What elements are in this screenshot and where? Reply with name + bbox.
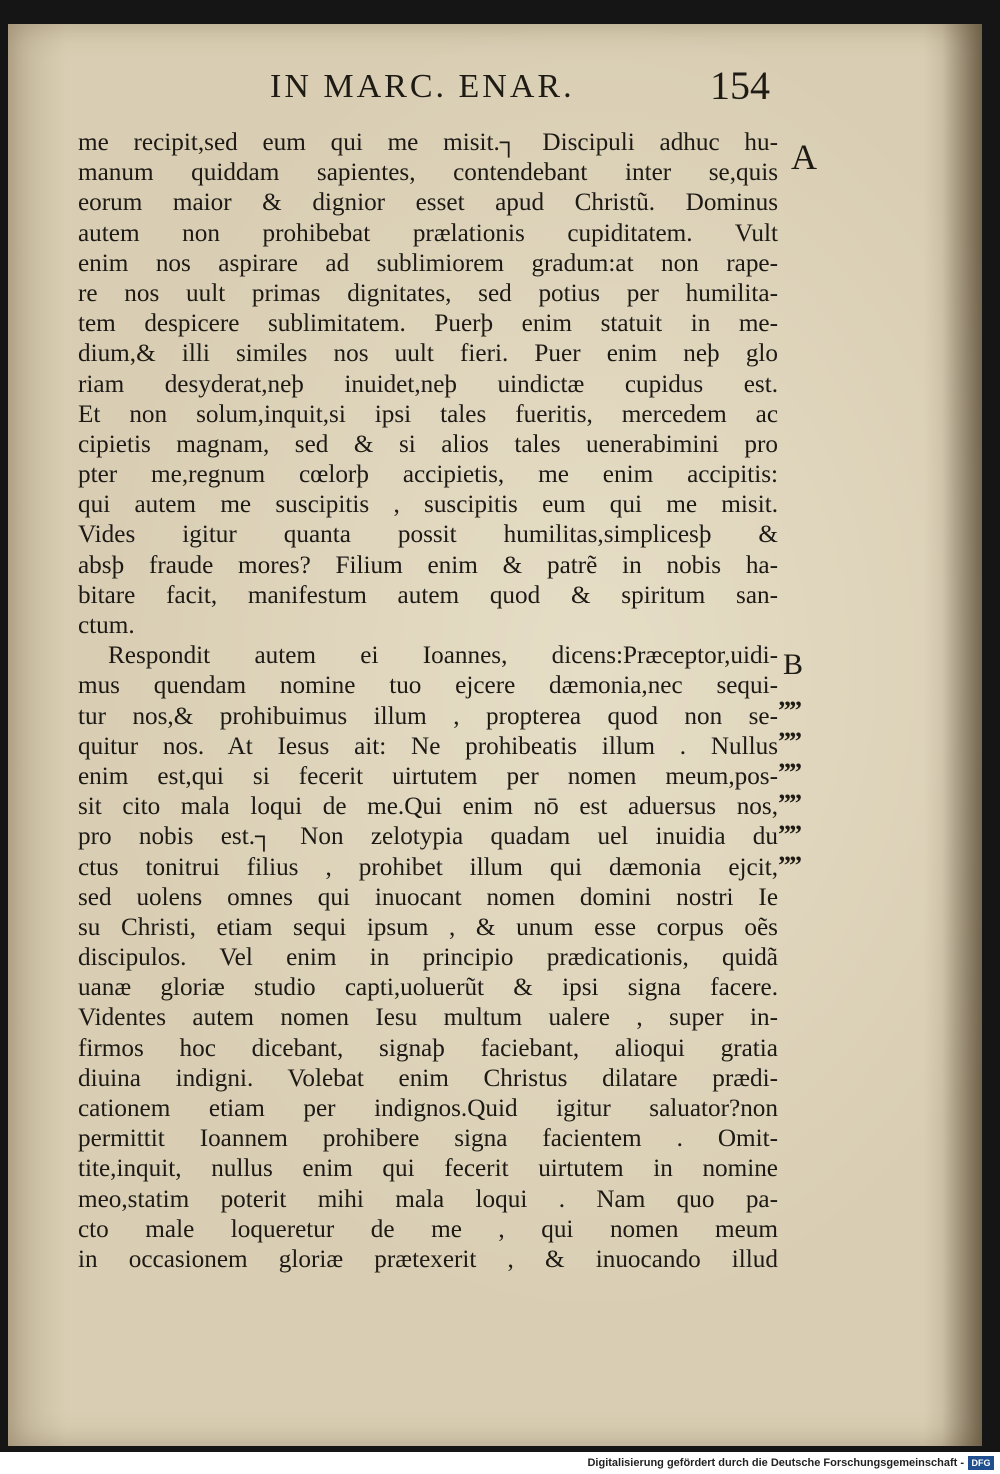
text-line: uanæ gloriæ studio capti,uoluerũt & ipsi signa facere.	[78, 974, 778, 1002]
margin-quote-mark: ””	[778, 758, 800, 787]
body-text	[78, 128, 778, 1275]
text-line: pro nobis est.┐ Non zelotypia quadam uel inuidia du	[78, 823, 778, 851]
text-line: autem non prohibebat prælationis cupiditatem. Vult	[78, 219, 778, 247]
margin-section-mark-a: A	[791, 137, 817, 177]
dfg-logo-icon: DFG	[968, 1456, 994, 1470]
text-line: pter me,regnum cœlorþ accipietis, me enim accipitis:	[78, 461, 778, 489]
text-line: tur nos,& prohibuimus illum , propterea quod non se-	[78, 702, 778, 730]
paragraph-start-line: Respondit autem ei Ioannes, dicens:Præceptor,uidi-	[108, 642, 778, 670]
text-line: dium,& illi similes nos uult fieri. Puer enim neþ glo	[78, 340, 778, 368]
text-line: meo,statim poterit mihi mala loqui . Nam quo pa-	[78, 1185, 778, 1213]
page-edge-shadow	[942, 24, 982, 1446]
text-line: cationem etiam per indignos.Quid igitur saluator?non	[78, 1095, 778, 1122]
text-line: mus quendam nomine tuo ejcere dæmonia,nec sequi-	[78, 672, 778, 700]
margin-quote-mark: ””	[778, 851, 800, 880]
text-line: in occasionem gloriæ prætexerit , & inuocando illud	[78, 1245, 778, 1273]
text-line: bitare facit, manifestum autem quod & spiritum san-	[78, 581, 778, 609]
text-line: manum quiddam sapientes, contendebant inter se,quis	[78, 159, 778, 187]
text-line: Vides igitur quanta possit humilitas,simplicesþ &	[78, 521, 778, 549]
text-line: eorum maior & dignior esset apud Christũ. Dominus	[78, 189, 778, 217]
text-line: cipietis magnam, sed & si alios tales uenerabimini pro	[78, 430, 778, 458]
text-line: Et non solum,inquit,si ipsi tales fueritis, mercedem ac	[78, 400, 778, 428]
text-line: tem despicere sublimitatem. Puerþ enim statuit in me-	[78, 310, 778, 338]
text-line: firmos hoc dicebant, signaþ faciebant, alioqui gratia	[78, 1034, 778, 1062]
text-line: qui autem me suscipitis , suscipitis eum qui me misit.	[78, 491, 778, 519]
margin-quote-mark: ””	[778, 696, 800, 725]
text-line: diuina indigni. Volebat enim Christus dilatare prædi-	[78, 1064, 778, 1092]
text-line: discipulos. Vel enim in principio prædicationis, quidã	[78, 944, 778, 972]
margin-section-mark-b: B	[783, 648, 804, 681]
page-number: 154	[710, 63, 770, 108]
footer-bar	[0, 1452, 1000, 1474]
text-line: enim est,qui si fecerit uirtutem per nomen meum,pos-	[78, 762, 778, 790]
running-head: IN MARC. ENAR.	[270, 68, 575, 105]
text-line: cto male loqueretur de me , qui nomen meum	[78, 1215, 778, 1243]
margin-quote-mark: ””	[778, 789, 800, 818]
text-line: sit cito mala loqui de me.Qui enim nō est aduersus nos,	[78, 793, 778, 821]
text-line: absþ fraude mores? Filium enim & patrẽ in nobis ha-	[78, 551, 778, 579]
text-line: me recipit,sed eum qui me misit.┐ Discipuli adhuc hu-	[78, 129, 778, 156]
margin-quote-mark: ””	[778, 727, 800, 756]
text-line: quitur nos. At Iesus ait: Ne prohibeatis illum . Nullus	[78, 732, 778, 760]
text-line: su Christi, etiam sequi ipsum , & unum esse corpus oẽs	[78, 913, 778, 941]
text-line: re nos uult primas dignitates, sed potius per humilita-	[78, 279, 778, 307]
margin-quote-mark: ””	[778, 820, 800, 849]
text-line: permittit Ioannem prohibere signa facientem . Omit-	[78, 1125, 778, 1153]
text-line: Videntes autem nomen Iesu multum ualere , super in-	[78, 1004, 778, 1032]
text-line: ctus tonitrui filius , prohibet illum qui dæmonia ejcit,	[78, 853, 778, 881]
text-line: ctum.	[78, 612, 135, 639]
text-line: sed uolens omnes qui inuocant nomen domini nostri Ie	[78, 883, 778, 911]
text-line: tite,inquit, nullus enim qui fecerit uirtutem in nomine	[78, 1155, 778, 1183]
text-line: riam desyderat,neþ inuidet,neþ uindictæ cupidus est.	[78, 370, 778, 398]
text-line: enim nos aspirare ad sublimiorem gradum:at non rape-	[78, 249, 778, 277]
funding-credit: Digitalisierung gefördert durch die Deutsche Forschungsgemeinschaft -	[587, 1457, 964, 1469]
